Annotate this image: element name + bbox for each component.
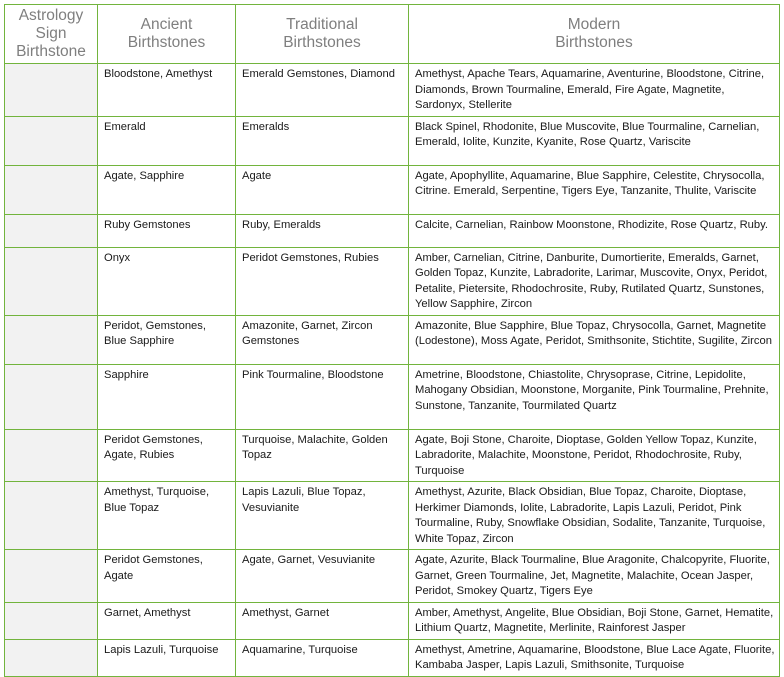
modern-cell: Amazonite, Blue Sapphire, Blue Topaz, Chrysocolla, Garnet, Magnetite (Lodestone), Moss Agate, Peridot, Smithsonite, Stichtite, Sugilite, Zircon — [409, 315, 780, 364]
ancient-cell: Agate, Sapphire — [98, 165, 236, 214]
table-row — [5, 116, 780, 165]
modern-cell: Calcite, Carnelian, Rainbow Moonstone, Rhodizite, Rose Quartz, Ruby. — [409, 214, 780, 247]
modern-cell: Amber, Carnelian, Citrine, Danburite, Dumortierite, Emeralds, Garnet, Golden Topaz, Kunzite, Labradorite, Larimar, Muscovite, Onyx, Peridot, Petalite, Pietersite, Rhodochrosite, Ruby, Rutilated Quartz, Sunstones, Yellow Sapphire, Zircon — [409, 247, 780, 315]
table-row — [5, 550, 780, 603]
sign-cell — [5, 214, 98, 247]
traditional-cell: Amazonite, Garnet, Zircon Gemstones — [236, 315, 409, 364]
birthstones-table — [4, 4, 780, 677]
header-astrology-sign-birthstone: Astrology Sign Birthstone — [5, 5, 98, 64]
traditional-cell: Ruby, Emeralds — [236, 214, 409, 247]
table-row — [5, 364, 780, 429]
sign-cell — [5, 602, 98, 639]
traditional-cell: Emeralds — [236, 116, 409, 165]
modern-cell: Amber, Amethyst, Angelite, Blue Obsidian, Boji Stone, Garnet, Hematite, Lithium Quartz, Magnetite, Merlinite, Rainforest Jasper — [409, 602, 780, 639]
ancient-cell: Lapis Lazuli, Turquoise — [98, 639, 236, 676]
traditional-cell: Pink Tourmaline, Bloodstone — [236, 364, 409, 429]
ancient-cell: Peridot, Gemstones, Blue Sapphire — [98, 315, 236, 364]
table-row — [5, 64, 780, 117]
header-modern-birthstones: Modern Birthstones — [409, 5, 780, 64]
traditional-cell: Aquamarine, Turquoise — [236, 639, 409, 676]
traditional-cell: Emerald Gemstones, Diamond — [236, 64, 409, 117]
modern-cell: Ametrine, Bloodstone, Chiastolite, Chrysoprase, Citrine, Lepidolite, Mahogany Obsidian, Moonstone, Morganite, Pink Tourmaline, Prehnite, Sunstone, Tanzanite, Tourmilated Quartz — [409, 364, 780, 429]
table-row — [5, 639, 780, 676]
modern-cell: Agate, Boji Stone, Charoite, Dioptase, Golden Yellow Topaz, Kunzite, Labradorite, Malachite, Moonstone, Peridot, Rhodochrosite, Ruby, Turquoise — [409, 429, 780, 482]
table-row — [5, 482, 780, 550]
modern-cell: Amethyst, Ametrine, Aquamarine, Bloodstone, Blue Lace Agate, Fluorite, Kambaba Jasper, Lapis Lazuli, Smithsonite, Turquoise — [409, 639, 780, 676]
sign-cell — [5, 116, 98, 165]
sign-cell — [5, 315, 98, 364]
traditional-cell: Amethyst, Garnet — [236, 602, 409, 639]
ancient-cell: Peridot Gemstones, Agate, Rubies — [98, 429, 236, 482]
traditional-cell: Lapis Lazuli, Blue Topaz, Vesuvianite — [236, 482, 409, 550]
traditional-cell: Turquoise, Malachite, Golden Topaz — [236, 429, 409, 482]
table-row — [5, 602, 780, 639]
traditional-cell: Peridot Gemstones, Rubies — [236, 247, 409, 315]
modern-cell: Agate, Azurite, Black Tourmaline, Blue Aragonite, Chalcopyrite, Fluorite, Garnet, Green Tourmaline, Jet, Magnetite, Malachite, Ocean Jasper, Peridot, Smokey Quartz, Tigers Eye — [409, 550, 780, 603]
modern-cell: Black Spinel, Rhodonite, Blue Muscovite, Blue Tourmaline, Carnelian, Emerald, Iolite, Kunzite, Kyanite, Rose Quartz, Variscite — [409, 116, 780, 165]
modern-cell: Agate, Apophyllite, Aquamarine, Blue Sapphire, Celestite, Chrysocolla, Citrine. Emerald, Serpentine, Tigers Eye, Tanzanite, Thulite, Variscite — [409, 165, 780, 214]
sign-cell — [5, 550, 98, 603]
sign-cell — [5, 364, 98, 429]
ancient-cell: Garnet, Amethyst — [98, 602, 236, 639]
table-row — [5, 315, 780, 364]
ancient-cell: Bloodstone, Amethyst — [98, 64, 236, 117]
header-traditional-birthstones: Traditional Birthstones — [236, 5, 409, 64]
table-row — [5, 429, 780, 482]
table-row — [5, 247, 780, 315]
sign-cell — [5, 247, 98, 315]
modern-cell: Amethyst, Apache Tears, Aquamarine, Aventurine, Bloodstone, Citrine, Diamonds, Brown Tourmaline, Emerald, Fire Agate, Magnetite, Sardonyx, Stellerite — [409, 64, 780, 117]
table-row — [5, 214, 780, 247]
header-ancient-birthstones: Ancient Birthstones — [98, 5, 236, 64]
ancient-cell: Amethyst, Turquoise, Blue Topaz — [98, 482, 236, 550]
modern-cell: Amethyst, Azurite, Black Obsidian, Blue Topaz, Charoite, Dioptase, Herkimer Diamonds, Iolite, Labradorite, Lapis Lazuli, Peridot, Pink Tourmaline, Ruby, Snowflake Obsidian, Sodalite, Tanzanite, Turquoise, White Topaz, Zircon — [409, 482, 780, 550]
table-row — [5, 165, 780, 214]
sign-cell — [5, 639, 98, 676]
sign-cell — [5, 429, 98, 482]
sign-cell — [5, 482, 98, 550]
ancient-cell: Ruby Gemstones — [98, 214, 236, 247]
traditional-cell: Agate — [236, 165, 409, 214]
sign-cell — [5, 64, 98, 117]
traditional-cell: Agate, Garnet, Vesuvianite — [236, 550, 409, 603]
ancient-cell: Peridot Gemstones, Agate — [98, 550, 236, 603]
sign-cell — [5, 165, 98, 214]
ancient-cell: Onyx — [98, 247, 236, 315]
ancient-cell: Emerald — [98, 116, 236, 165]
ancient-cell: Sapphire — [98, 364, 236, 429]
header-row — [5, 5, 780, 64]
